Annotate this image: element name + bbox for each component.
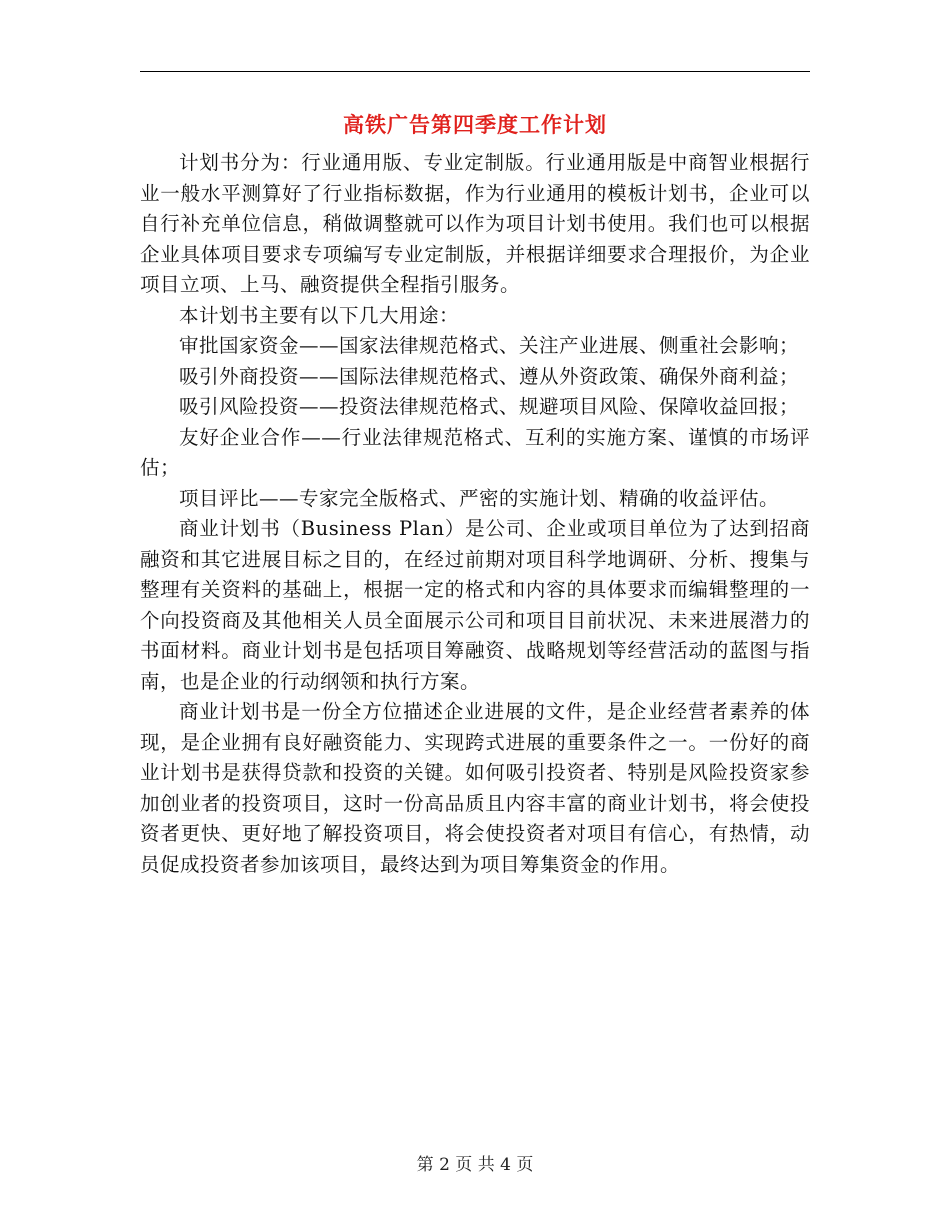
paragraph-use-project-evaluation: 项目评比——专家完全版格式、严密的实施计划、精确的收益评估。: [179, 486, 780, 510]
paragraph-use-venture-investment: 吸引风险投资——投资法律规范格式、规避项目风险、保障收益回报；: [179, 395, 800, 418]
page-number-footer: 第 2 页 共 4 页: [416, 1155, 534, 1175]
document-body: [140, 148, 810, 880]
paragraph-business-plan-definition: 商业计划书（Business Plan）是公司、企业或项目单位为了达到招商融资和其它进展目标之目的，在经过前期对项目科学地调研、分析、搜集与整理有关资料的基础上，根据一定的格式和内容的具体要求而编辑整理的一个向投资商及其他相关人员全面展示公司和项目目前状况、未来进展潜力的书面材料。商业计划书是包括项目筹融资、战略规划等经营活动的蓝图与指南，也是企业的行动纲领和执行方案。: [140, 517, 810, 693]
paragraph-business-plan-importance: 商业计划书是一份全方位描述企业进展的文件，是企业经营者素养的体现，是企业拥有良好融资能力、实现跨式进展的重要条件之一。一份好的商业计划书是获得贷款和投资的关键。如何吸引投资者、特别是风险投资家参加创业者的投资项目，这时一份高品质且内容丰富的商业计划书，将会使投资者更快、更好地了解投资项目，将会使投资者对项目有信心，有热情，动员促成投资者参加该项目，最终达到为项目筹集资金的作用。: [140, 700, 810, 876]
paragraph-use-state-funding: 审批国家资金——国家法律规范格式、关注产业进展、侧重社会影响；: [179, 334, 800, 357]
header-rule: [140, 71, 810, 72]
paragraph-uses-intro: 本计划书主要有以下几大用途：: [179, 303, 460, 327]
document-title: 高铁广告第四季度工作计划: [343, 112, 607, 137]
paragraph-plan-versions: 计划书分为：行业通用版、专业定制版。行业通用版是中商智业根据行业一般水平测算好了行业指标数据，作为行业通用的模板计划书，企业可以自行补充单位信息，稍做调整就可以作为项目计划书使用。我们也可以根据企业具体项目要求专项编写专业定制版，并根据详细要求合理报价，为企业项目立项、上马、融资提供全程指引服务。: [140, 151, 810, 296]
paragraph-use-enterprise-cooperation: 友好企业合作——行业法律规范格式、互利的实施方案、谨慎的市场评估；: [140, 425, 810, 479]
paragraph-use-foreign-investment: 吸引外商投资——国际法律规范格式、遵从外资政策、确保外商利益；: [179, 364, 800, 388]
